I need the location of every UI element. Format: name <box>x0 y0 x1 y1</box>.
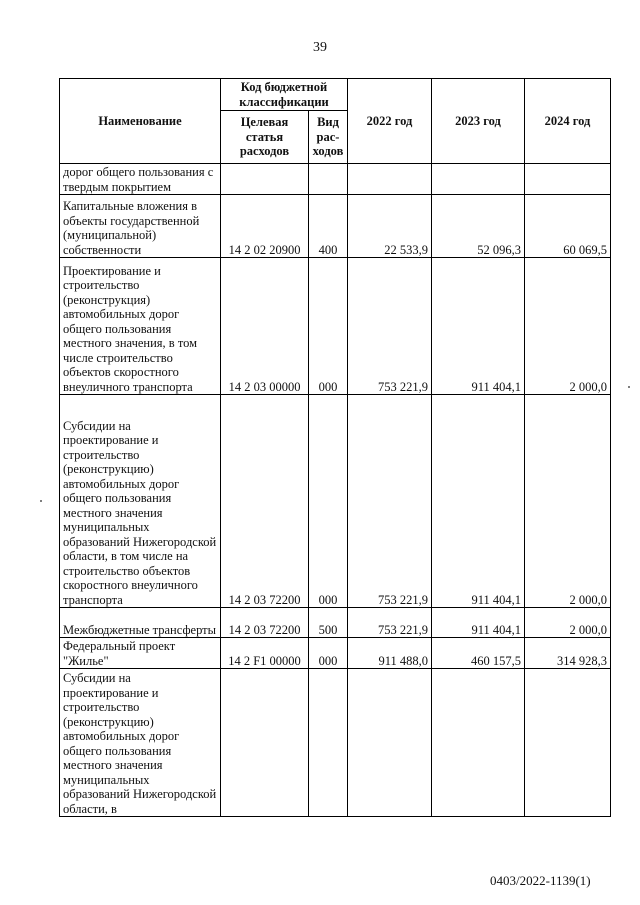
header-expense-type: Вид рас- ходов <box>309 111 348 164</box>
header-code-group: Код бюджетной классификации <box>221 79 348 111</box>
row-value-2023: 911 404,1 <box>432 608 525 638</box>
row-target-article: 14 2 03 00000 <box>221 258 309 395</box>
row-expense-type: 500 <box>309 608 348 638</box>
table-row <box>60 195 611 258</box>
row-target-article: 14 2 03 72200 <box>221 395 309 608</box>
row-value-2024: 2 000,0 <box>525 258 611 395</box>
row-value-2023 <box>432 164 525 195</box>
header-target-article: Целевая статья расходов <box>221 111 309 164</box>
row-expense-type <box>309 669 348 817</box>
document-number: 0403/2022-1139(1) <box>490 873 591 888</box>
row-value-2024: 60 069,5 <box>525 195 611 258</box>
row-expense-type: 400 <box>309 195 348 258</box>
row-value-2024 <box>525 164 611 195</box>
row-expense-type <box>309 164 348 195</box>
row-name: Капитальные вложения в объекты государственной (муниципальной) собственности <box>60 195 221 258</box>
row-target-article: 14 2 03 72200 <box>221 608 309 638</box>
table-row <box>60 608 611 638</box>
row-value-2022: 753 221,9 <box>348 608 432 638</box>
header-year-2022: 2022 год <box>348 79 432 164</box>
header-name: Наименование <box>60 79 221 164</box>
table-row <box>60 638 611 669</box>
table-row <box>60 258 611 395</box>
row-expense-type: 000 <box>309 395 348 608</box>
table-row <box>60 164 611 195</box>
row-name: дорог общего пользования с твердым покрытием <box>60 164 221 195</box>
row-expense-type: 000 <box>309 258 348 395</box>
row-value-2022: 753 221,9 <box>348 395 432 608</box>
row-value-2022: 911 488,0 <box>348 638 432 669</box>
scan-speck <box>40 500 42 502</box>
row-value-2023: 911 404,1 <box>432 395 525 608</box>
row-value-2023: 52 096,3 <box>432 195 525 258</box>
row-value-2022: 22 533,9 <box>348 195 432 258</box>
row-name: Межбюджетные трансферты <box>60 608 221 638</box>
row-value-2024 <box>525 669 611 817</box>
row-value-2023: 460 157,5 <box>432 638 525 669</box>
row-value-2023: 911 404,1 <box>432 258 525 395</box>
row-value-2023 <box>432 669 525 817</box>
row-target-article <box>221 164 309 195</box>
table-row <box>60 395 611 608</box>
row-target-article: 14 2 F1 00000 <box>221 638 309 669</box>
row-target-article <box>221 669 309 817</box>
row-value-2022 <box>348 669 432 817</box>
row-name: Проектирование и строительство (реконструкция) автомобильных дорог общего пользования местного значения, в том числе строительство объектов скоростного внеуличного транспорта <box>60 258 221 395</box>
row-name: Субсидии на проектирование и строительство (реконструкцию) автомобильных дорог общего пользования местного значения муниципальных образований Нижегородской области, в <box>60 669 221 817</box>
row-expense-type: 000 <box>309 638 348 669</box>
row-value-2022: 753 221,9 <box>348 258 432 395</box>
page-number: 39 <box>313 40 327 55</box>
row-value-2024: 2 000,0 <box>525 395 611 608</box>
row-value-2024: 314 928,3 <box>525 638 611 669</box>
row-target-article: 14 2 02 20900 <box>221 195 309 258</box>
scan-speck <box>628 386 630 388</box>
table-row <box>60 669 611 817</box>
row-value-2022 <box>348 164 432 195</box>
header-year-2024: 2024 год <box>525 79 611 164</box>
row-name: Федеральный проект "Жилье" <box>60 638 221 669</box>
header-year-2023: 2023 год <box>432 79 525 164</box>
row-name: Субсидии на проектирование и строительство (реконструкцию) автомобильных дорог общего пользования местного значения муниципальных образований Нижегородской области, в том числе на строительство объектов скоростного внеуличного транспорта <box>60 395 221 608</box>
budget-table <box>59 78 611 817</box>
row-value-2024: 2 000,0 <box>525 608 611 638</box>
